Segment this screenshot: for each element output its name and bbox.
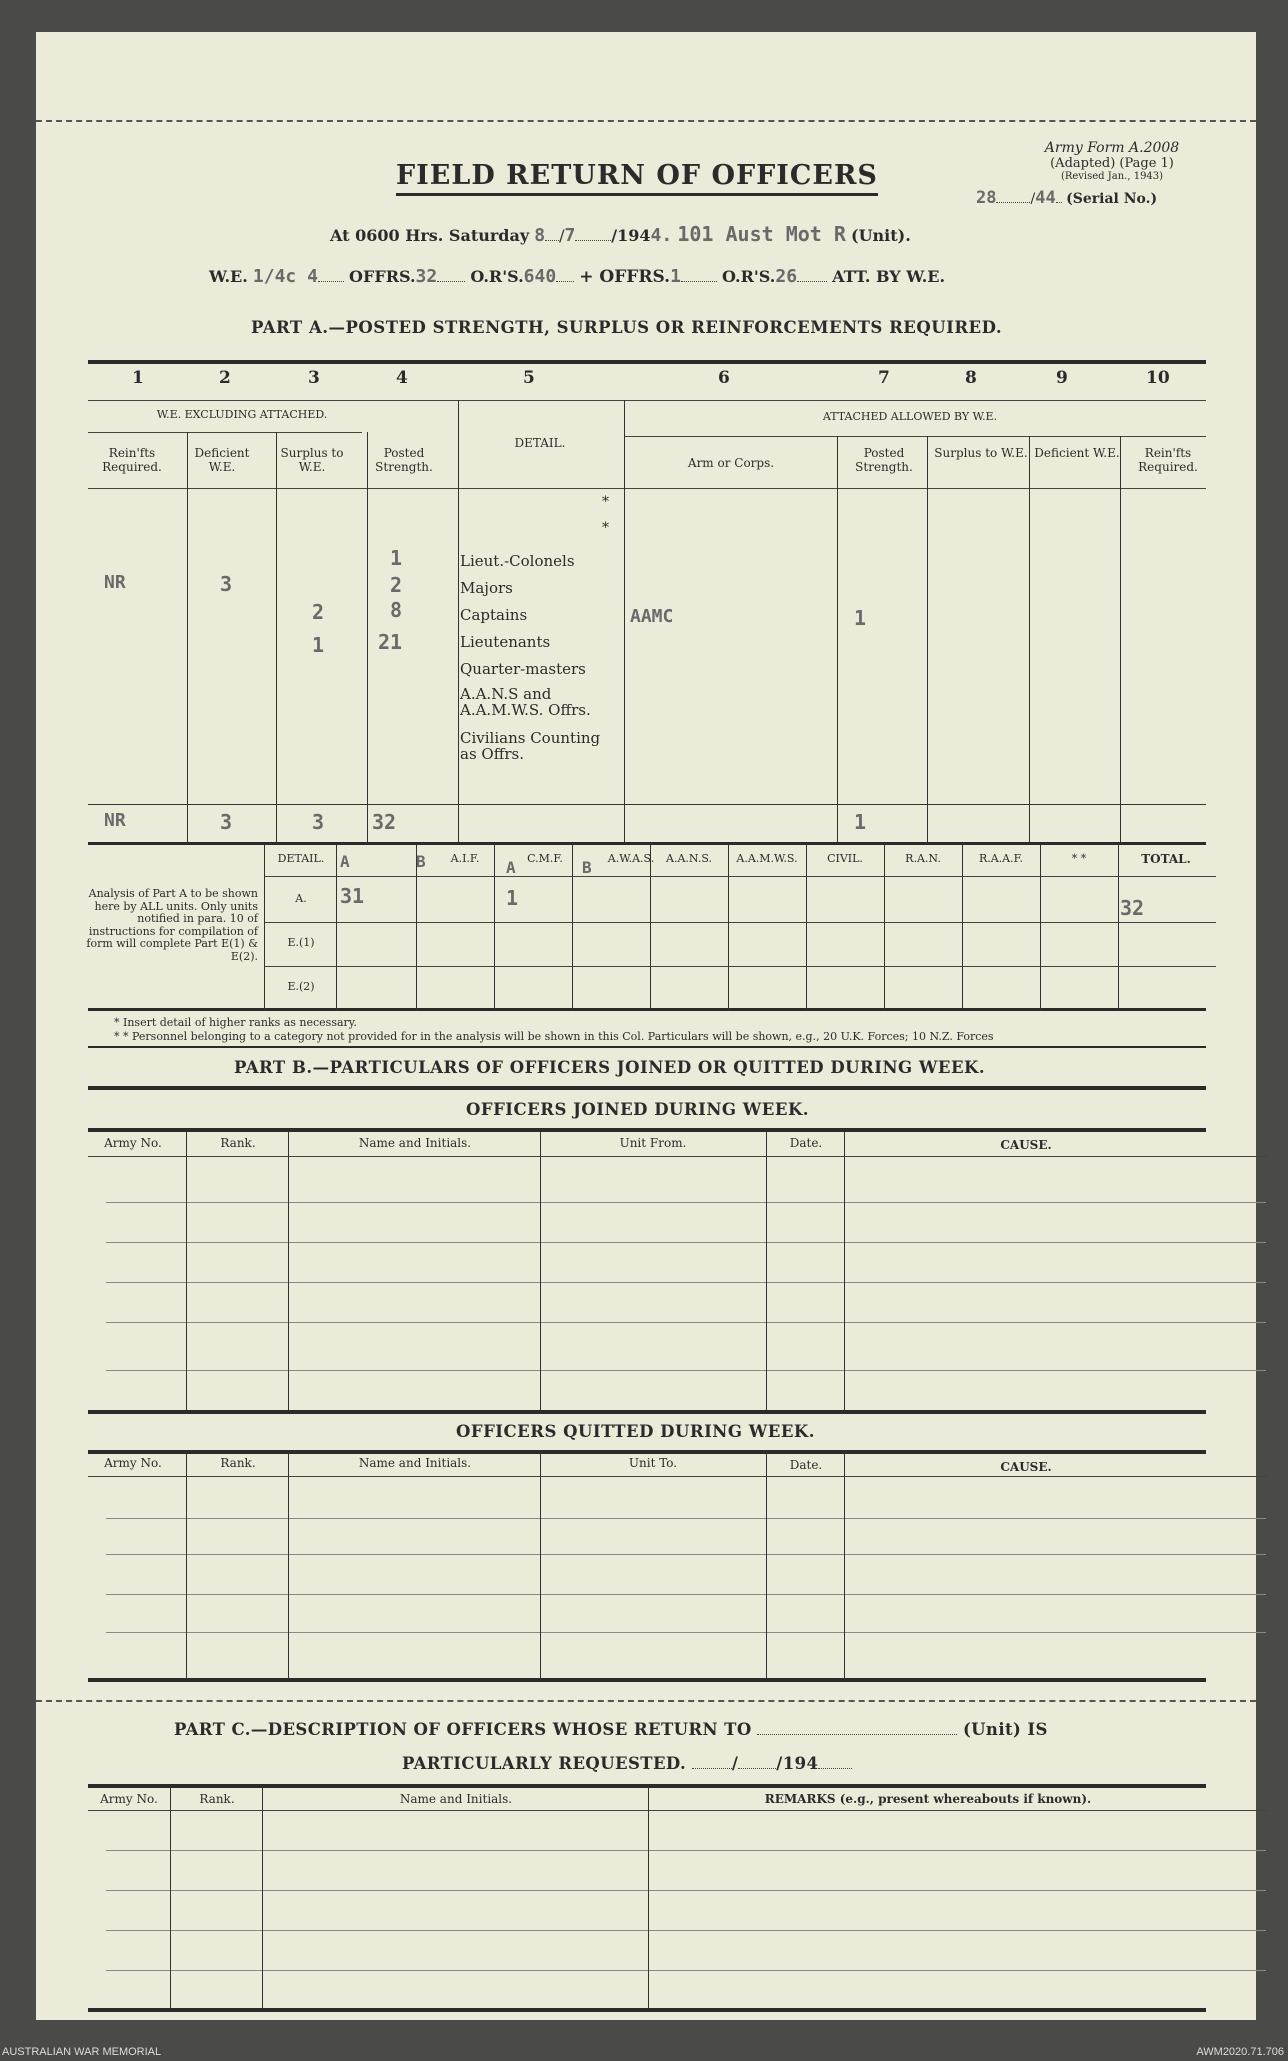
joined-bottom-rule bbox=[88, 1410, 1206, 1414]
page-title: FIELD RETURN OF OFFICERS bbox=[396, 160, 878, 196]
col-num-10: 10 bbox=[1146, 368, 1170, 388]
analysis-top-rule bbox=[88, 842, 1206, 845]
part-b-mid-rule bbox=[88, 1086, 1206, 1090]
vline-b10 bbox=[1040, 844, 1041, 1010]
vline-j4 bbox=[766, 1132, 767, 1412]
footer-catalogue: AWM2020.71.706 bbox=[1196, 2046, 1284, 2058]
att-label: ATT. BY W.E. bbox=[832, 267, 946, 286]
col-num-3: 3 bbox=[308, 368, 320, 388]
date-day: 8 bbox=[534, 225, 546, 246]
joined-hdr-unit-from: Unit From. bbox=[619, 1136, 687, 1150]
analysis-header-rule bbox=[264, 876, 1216, 877]
part-c-hdr-remarks: REMARKS (e.g., present whereabouts if known). bbox=[764, 1792, 1092, 1806]
vline-b1 bbox=[336, 844, 337, 1010]
joined-hdr-cause: CAUSE. bbox=[1000, 1138, 1052, 1152]
total-reinf: NR bbox=[104, 810, 126, 831]
quitted-bottom-rule bbox=[88, 1678, 1206, 1682]
joined-line-1 bbox=[106, 1202, 1266, 1203]
joined-hdr-name: Name and Initials. bbox=[358, 1136, 472, 1150]
total-att-posted: 1 bbox=[854, 810, 867, 834]
posted-captains: 8 bbox=[390, 598, 403, 622]
vline-q1 bbox=[186, 1452, 187, 1680]
quitted-title: OFFICERS QUITTED DURING WEEK. bbox=[456, 1422, 815, 1441]
hdr-civil: CIVIL. bbox=[827, 852, 863, 865]
analysis-bottom-rule bbox=[88, 1008, 1206, 1011]
vline-a8 bbox=[1029, 436, 1030, 842]
joined-line-5 bbox=[106, 1370, 1266, 1371]
part-a-top-rule bbox=[88, 360, 1206, 364]
plus-offrs-label: + OFFRS. bbox=[579, 267, 671, 287]
mark-a-2: A bbox=[506, 858, 516, 877]
hdr-ran: R.A.N. bbox=[905, 852, 941, 865]
vline-a1 bbox=[187, 432, 188, 842]
row-label-e1: E.(1) bbox=[287, 936, 315, 949]
ors-value: 640 bbox=[523, 266, 557, 287]
att-offrs-value: 1 bbox=[670, 266, 681, 287]
hdr-att-posted: Posted Strength. bbox=[855, 446, 913, 474]
hdr-att-deficient: Deficient W.E. bbox=[1034, 446, 1120, 460]
vline-a6 bbox=[837, 436, 838, 842]
att-ors-value: 26 bbox=[775, 266, 798, 287]
hdr-cmf: C.M.F. bbox=[527, 852, 563, 865]
hdr-posted: Posted Strength. bbox=[375, 446, 433, 474]
vline-q4 bbox=[766, 1452, 767, 1680]
vline-c3 bbox=[648, 1786, 649, 2010]
vline-a5 bbox=[624, 400, 625, 842]
quitted-hdr-rank: Rank. bbox=[220, 1456, 256, 1470]
totals-top-rule bbox=[88, 804, 1206, 805]
quitted-line-2 bbox=[106, 1554, 1266, 1555]
hdr-detail: DETAIL. bbox=[514, 436, 566, 450]
left-header-rule bbox=[88, 432, 362, 433]
joined-line-2 bbox=[106, 1242, 1266, 1243]
vline-j2 bbox=[288, 1132, 289, 1412]
joined-hdr-army-no: Army No. bbox=[104, 1136, 162, 1150]
col-num-2: 2 bbox=[219, 368, 231, 388]
analysis-row-e1-rule bbox=[264, 966, 1216, 967]
part-c-bottom-rule bbox=[88, 2008, 1206, 2012]
reinf-value: NR bbox=[104, 572, 126, 593]
vline-b5 bbox=[650, 844, 651, 1010]
part-c-line-1 bbox=[174, 1720, 1048, 1739]
part-c-hdr-army-no: Army No. bbox=[100, 1792, 158, 1806]
vline-a3 bbox=[367, 432, 368, 842]
date-month: 7 bbox=[564, 225, 576, 246]
part-c-date-sep: / bbox=[731, 1754, 739, 1773]
vline-b8 bbox=[884, 844, 885, 1010]
analysis-detail-label: DETAIL. bbox=[277, 852, 325, 865]
hdr-other: * * bbox=[1071, 852, 1087, 865]
mark-b-2: B bbox=[582, 858, 592, 877]
part-c-title-2: PARTICULARLY REQUESTED. bbox=[402, 1754, 687, 1773]
part-c-top-rule bbox=[88, 1784, 1206, 1788]
col-num-5: 5 bbox=[523, 368, 535, 388]
vline-b4 bbox=[572, 844, 573, 1010]
vline-q2 bbox=[288, 1452, 289, 1680]
footnote-2: * * Personnel belonging to a category not provided for in the analysis will be shown in this Col. Particulars will be shown, e.g., 20 U.K. Forces; 10 N.Z. Forces bbox=[114, 1030, 994, 1043]
rank-aans: A.A.N.S and A.A.M.W.S. Offrs. bbox=[460, 685, 591, 719]
quitted-top-rule bbox=[88, 1450, 1206, 1454]
part-c-hdr-name: Name and Initials. bbox=[399, 1792, 513, 1806]
vline-c2 bbox=[262, 1786, 263, 2010]
att-ors-label: O.R'S. bbox=[722, 267, 776, 286]
hdr-awas: A.W.A.S. bbox=[607, 852, 655, 865]
date-year-prefix: /194 bbox=[611, 226, 651, 245]
posted-lt-col: 1 bbox=[390, 546, 403, 570]
vline-a9 bbox=[1120, 436, 1121, 842]
total-posted: 32 bbox=[372, 810, 397, 834]
row-label-a: A. bbox=[295, 892, 307, 905]
vline-j1 bbox=[186, 1132, 187, 1412]
part-c-header-rule bbox=[88, 1810, 1268, 1811]
we-value: 1/4c 4 bbox=[252, 266, 318, 287]
part-c-date-year: /194 bbox=[776, 1754, 819, 1773]
serial-value: 28 bbox=[976, 188, 997, 208]
quitted-hdr-name: Name and Initials. bbox=[358, 1456, 472, 1470]
vline-c1 bbox=[170, 1786, 171, 2010]
date-line: At 0600 Hrs. Saturday 8 /7 /1944. 101 Aust Mot R (Unit). bbox=[330, 222, 911, 246]
quitted-hdr-unit-to: Unit To. bbox=[628, 1456, 678, 1470]
perforation-top bbox=[36, 120, 1256, 122]
row-label-e2: E.(2) bbox=[287, 980, 315, 993]
hdr-arm-corps: Arm or Corps. bbox=[687, 456, 775, 470]
analysis-row-a-rule bbox=[264, 922, 1216, 923]
deficient-value: 3 bbox=[220, 572, 233, 596]
footnote-1: * Insert detail of higher ranks as necessary. bbox=[114, 1016, 358, 1029]
vline-b6 bbox=[728, 844, 729, 1010]
joined-top-rule bbox=[88, 1128, 1206, 1132]
unit-label: (Unit). bbox=[851, 226, 911, 245]
serial-line: 28 /44 (Serial No.) bbox=[976, 188, 1158, 208]
quitted-hdr-date: Date. bbox=[789, 1458, 823, 1472]
part-b-top-rule bbox=[88, 1046, 1206, 1048]
part-c-hdr-rank: Rank. bbox=[199, 1792, 235, 1806]
rank-civilians: Civilians Counting as Offrs. bbox=[460, 729, 601, 763]
quitted-header-rule bbox=[88, 1476, 1268, 1477]
vline-a7 bbox=[927, 436, 928, 842]
form-adapted: (Adapted) (Page 1) bbox=[1050, 156, 1174, 171]
part-c-line-2 bbox=[402, 1754, 852, 1773]
total-surplus: 3 bbox=[312, 810, 325, 834]
hdr-reinf: Rein'fts Required. bbox=[102, 446, 162, 474]
arm-corps-value: AAMC bbox=[630, 606, 674, 627]
hdr-aamws: A.A.M.W.S. bbox=[736, 852, 798, 865]
serial-label: (Serial No.) bbox=[1066, 191, 1158, 207]
we-excluding-label: W.E. EXCLUDING ATTACHED. bbox=[156, 408, 328, 421]
offrs-value: 32 bbox=[415, 266, 438, 287]
mark-b-1: B bbox=[416, 852, 426, 871]
col-num-6: 6 bbox=[718, 368, 730, 388]
unit-name: 101 Aust Mot R bbox=[677, 222, 846, 246]
surplus-lieutenants: 1 bbox=[312, 633, 325, 657]
quitted-line-3 bbox=[106, 1594, 1266, 1595]
star-2: * bbox=[602, 520, 609, 536]
vline-b7 bbox=[806, 844, 807, 1010]
right-header-rule bbox=[624, 436, 1206, 437]
joined-line-4 bbox=[106, 1322, 1266, 1323]
col-number-rule bbox=[88, 400, 1206, 401]
part-c-line-c bbox=[106, 1930, 1266, 1931]
rank-captains: Captains bbox=[460, 606, 528, 624]
posted-lieutenants: 21 bbox=[378, 630, 403, 654]
posted-majors: 2 bbox=[390, 573, 403, 597]
attached-label: ATTACHED ALLOWED BY W.E. bbox=[822, 410, 998, 423]
hdr-raaf: R.A.A.F. bbox=[978, 852, 1024, 865]
hdr-att-surplus: Surplus to W.E. bbox=[934, 446, 1028, 460]
star-1: * bbox=[602, 494, 609, 510]
vline-q3 bbox=[540, 1452, 541, 1680]
vline-j5 bbox=[844, 1132, 845, 1412]
vline-b3 bbox=[494, 844, 495, 1010]
date-year-digit: 4. bbox=[650, 225, 673, 246]
form-number: Army Form A.2008 bbox=[1044, 140, 1180, 156]
rank-majors: Majors bbox=[460, 579, 513, 597]
serial-year: 44 bbox=[1035, 188, 1056, 208]
hdr-surplus: Surplus to W.E. bbox=[280, 446, 344, 474]
vline-b0 bbox=[264, 844, 265, 1010]
offrs-label: OFFRS. bbox=[349, 267, 416, 286]
vline-b11 bbox=[1118, 844, 1119, 1010]
cmf-a-value: 1 bbox=[506, 886, 519, 910]
quitted-hdr-army-no: Army No. bbox=[104, 1456, 162, 1470]
aif-a-value: 31 bbox=[340, 884, 365, 908]
we-line bbox=[209, 266, 945, 287]
total-deficient: 3 bbox=[220, 810, 233, 834]
hdr-att-reinf: Rein'fts Required. bbox=[1138, 446, 1198, 474]
quitted-line-1 bbox=[106, 1518, 1266, 1519]
vline-b9 bbox=[962, 844, 963, 1010]
part-c-line-b bbox=[106, 1890, 1266, 1891]
hdr-aif: A.I.F. bbox=[450, 852, 480, 865]
rank-lt-col: Lieut.-Colonels bbox=[460, 552, 575, 570]
hdr-deficient: Deficient W.E. bbox=[194, 446, 250, 474]
joined-line-3 bbox=[106, 1282, 1266, 1283]
part-b-title: PART B.—PARTICULARS OF OFFICERS JOINED OR QUITTED DURING WEEK. bbox=[234, 1058, 986, 1077]
joined-hdr-rank: Rank. bbox=[220, 1136, 256, 1150]
surplus-captains: 2 bbox=[312, 600, 325, 624]
ors-label: O.R'S. bbox=[470, 267, 524, 286]
part-c-line-a bbox=[106, 1850, 1266, 1851]
vline-j3 bbox=[540, 1132, 541, 1412]
hdr-total: TOTAL. bbox=[1141, 852, 1191, 866]
footer-credit: AUSTRALIAN WAR MEMORIAL bbox=[2, 2046, 162, 2058]
rank-lieutenants: Lieutenants bbox=[460, 633, 551, 651]
at-hrs: At 0600 Hrs. Saturday bbox=[330, 226, 530, 245]
rank-qm: Quarter-masters bbox=[460, 660, 586, 678]
header-bottom-rule bbox=[88, 488, 1206, 489]
vline-a2 bbox=[276, 432, 277, 842]
we-label: W.E. bbox=[209, 267, 248, 286]
total-a-value: 32 bbox=[1120, 896, 1145, 920]
col-num-8: 8 bbox=[965, 368, 977, 388]
part-c-title-1: PART C.—DESCRIPTION OF OFFICERS WHOSE RETURN TO bbox=[174, 1720, 752, 1739]
part-a-title: PART A.—POSTED STRENGTH, SURPLUS OR REINFORCEMENTS REQUIRED. bbox=[251, 318, 1003, 337]
col-num-9: 9 bbox=[1056, 368, 1068, 388]
vline-q5 bbox=[844, 1452, 845, 1680]
perforation-bottom bbox=[36, 1700, 1256, 1702]
col-num-1: 1 bbox=[132, 368, 144, 388]
vline-a4 bbox=[458, 400, 459, 842]
form-revised: (Revised Jan., 1943) bbox=[1060, 171, 1164, 182]
joined-hdr-date: Date. bbox=[789, 1136, 823, 1150]
part-c-line-d bbox=[106, 1970, 1266, 1971]
joined-header-rule bbox=[88, 1156, 1268, 1157]
att-posted-value: 1 bbox=[854, 606, 867, 630]
joined-title: OFFICERS JOINED DURING WEEK. bbox=[466, 1100, 810, 1119]
form-page bbox=[36, 32, 1256, 2020]
part-c-unit-is: (Unit) IS bbox=[962, 1720, 1048, 1739]
quitted-line-4 bbox=[106, 1632, 1266, 1633]
col-num-4: 4 bbox=[396, 368, 408, 388]
quitted-hdr-cause: CAUSE. bbox=[1000, 1460, 1052, 1474]
hdr-aans: A.A.N.S. bbox=[666, 852, 712, 865]
mark-a-1: A bbox=[340, 852, 350, 871]
col-num-7: 7 bbox=[878, 368, 890, 388]
analysis-note: Analysis of Part A to be shown here by ALL units. Only units notified in para. 10 of instructions for compilation of form will complete Part E(1) & E(2). bbox=[86, 887, 258, 963]
